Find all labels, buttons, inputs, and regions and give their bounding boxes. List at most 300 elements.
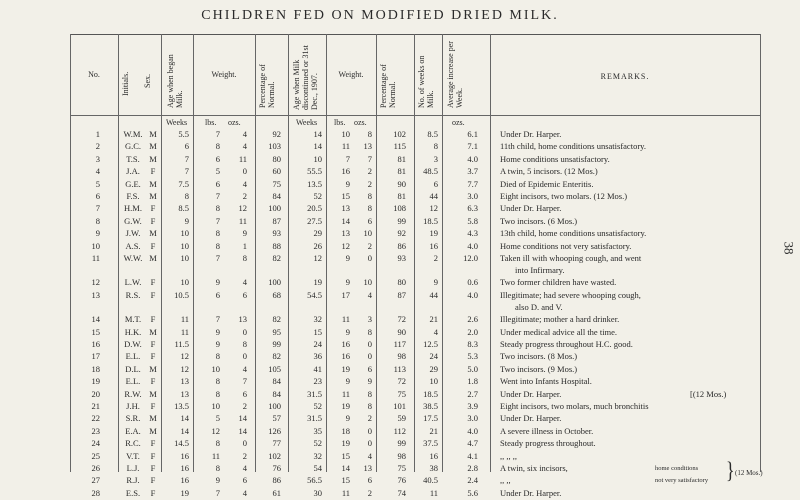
cell-oz2: 8 (367, 191, 372, 201)
cell-wk: 12 (429, 203, 438, 214)
header-avg-increase: Average increase per Week. (446, 41, 464, 108)
cell-lb1: 8 (215, 376, 220, 387)
cell-ini: D.W. (124, 339, 142, 349)
cell-p2: 90 (397, 326, 406, 337)
cell-wk: 16 (429, 240, 438, 251)
cell-ini: G.C. (124, 141, 142, 152)
cell-lb2: 9 (345, 178, 350, 189)
cell-inc: 4.0 (467, 153, 478, 164)
cell-age: 14.5 (174, 438, 189, 449)
cell-age2: 55.5 (307, 166, 322, 177)
cell-sex: F (150, 203, 156, 214)
cell-age2: 14 (313, 129, 322, 139)
cell-p2: 72 (397, 376, 406, 387)
cell-inc: 5.8 (467, 215, 478, 226)
cell-oz1: 4 (242, 487, 247, 498)
cell-oz1: 0 (242, 166, 247, 177)
cell-p2: 113 (393, 363, 406, 374)
table-row (0, 351, 800, 363)
cell-p2: 117 (393, 339, 406, 349)
cell-p1: 84 (272, 376, 281, 387)
cell-lb2: 19 (341, 401, 350, 411)
cell-oz2: 0 (367, 438, 372, 449)
cell-lb2: 19 (341, 438, 350, 449)
cell-remarks: Under Dr. Harper. (500, 203, 562, 214)
unit-ozs: ozs. (228, 118, 241, 127)
cell-age2: 35 (313, 425, 322, 436)
cell-wk: 8.5 (427, 129, 438, 139)
cell-p1: 105 (268, 363, 281, 374)
table-row (0, 327, 800, 339)
cell-no: 18 (91, 363, 100, 374)
cell-lb1: 5 (215, 166, 220, 177)
cell-lb2: 18 (341, 425, 350, 436)
cell-inc: 2.4 (467, 475, 478, 486)
cell-lb1: 10 (211, 363, 220, 374)
cell-lb1: 8 (215, 228, 220, 239)
cell-ini: V.T. (126, 450, 140, 461)
table-row (0, 203, 800, 215)
cell-oz1: 11 (238, 153, 247, 164)
unit-ozs: ozs. (452, 118, 465, 127)
cell-remarks: Two incisors. (8 Mos.) (500, 351, 578, 362)
cell-age: 14 (180, 425, 189, 436)
cell-oz2: 2 (367, 487, 372, 498)
cell-age: 10 (180, 228, 189, 239)
cell-p1: 100 (268, 401, 281, 411)
cell-remarks: Died of Epidemic Enteritis. (500, 178, 594, 189)
cell-oz2: 13 (363, 463, 372, 473)
cell-p2: 87 (397, 289, 406, 300)
cell-p2: 72 (397, 314, 406, 325)
table-row (0, 451, 800, 463)
cell-age2: 24 (313, 339, 322, 349)
table-row (0, 314, 800, 326)
cell-oz2: 0 (367, 339, 372, 349)
cell-no: 6 (95, 191, 100, 201)
cell-inc: 7.1 (467, 141, 478, 152)
cell-age2: 32 (313, 314, 322, 325)
cell-no: 13 (91, 289, 100, 300)
cell-sex: F (150, 475, 156, 486)
cell-lb1: 6 (215, 289, 220, 300)
cell-no: 16 (91, 339, 100, 349)
cell-inc: 3.9 (467, 401, 478, 411)
cell-p2: 59 (397, 413, 406, 424)
cell-oz2: 2 (367, 413, 372, 424)
header-age-began: Age when began Milk. (166, 54, 184, 108)
cell-inc: 7.7 (467, 178, 478, 189)
cell-p1: 95 (272, 326, 281, 337)
cell-oz1: 4 (242, 363, 247, 374)
cell-oz2: 8 (367, 129, 372, 139)
cell-age: 13 (180, 388, 189, 399)
cell-oz2: 7 (367, 153, 372, 164)
cell-lb2: 13 (341, 228, 350, 239)
cell-inc: 3.0 (467, 413, 478, 424)
cell-inc: 2.0 (467, 326, 478, 337)
cell-age2: 56.5 (307, 475, 322, 486)
cell-p2: 80 (397, 277, 406, 288)
cell-age: 8.5 (178, 203, 189, 214)
table-row (0, 488, 800, 500)
cell-age2: 41 (313, 363, 322, 374)
cell-lb1: 8 (215, 463, 220, 473)
cell-lb1: 11 (211, 450, 220, 461)
table-row (0, 376, 800, 388)
cell-lb2: 15 (341, 475, 350, 486)
cell-remarks-right: [(12 Mos.) (690, 388, 727, 399)
cell-p1: 88 (272, 240, 281, 251)
cell-p1: 84 (272, 388, 281, 399)
cell-age2: 52 (313, 191, 322, 201)
cell-remarks: Two incisors. (9 Mos.) (500, 363, 578, 374)
cell-age2: 13.5 (307, 178, 322, 189)
table-row (0, 401, 800, 413)
cell-p1: 86 (272, 475, 281, 486)
cell-p1: 100 (268, 277, 281, 288)
cell-sex: M (149, 326, 157, 337)
cell-age: 9 (184, 215, 189, 226)
table-row (0, 179, 800, 191)
cell-sex: F (150, 401, 156, 411)
cell-wk: 11 (429, 487, 438, 498)
cell-p2: 115 (393, 141, 406, 152)
cell-age2: 14 (313, 141, 322, 152)
table-row (0, 166, 800, 178)
cell-lb1: 5 (215, 413, 220, 424)
cell-p1: 82 (272, 314, 281, 325)
table-title: CHILDREN FED ON MODIFIED DRIED MILK. (201, 8, 559, 23)
cell-ini: F.S. (126, 191, 140, 201)
cell-sex: F (150, 339, 156, 349)
cell-remarks: 13th child, home conditions unsatisfactory. (500, 228, 647, 239)
cell-sex: M (149, 425, 157, 436)
unit-weeks: Weeks (296, 118, 318, 127)
cell-wk: 6 (433, 178, 438, 189)
cell-p1: 80 (272, 153, 281, 164)
cell-p2: 76 (397, 475, 406, 486)
cell-p2: 75 (397, 463, 406, 473)
cell-inc: 3.7 (467, 166, 478, 177)
cell-age: 10 (180, 253, 189, 263)
cell-oz1: 4 (242, 141, 247, 152)
cell-remarks: Under Dr. Harper. (500, 129, 562, 139)
cell-ini: E.L. (125, 376, 141, 387)
cell-no: 26 (91, 463, 100, 473)
cell-no: 1 (95, 129, 100, 139)
cell-remarks: Home conditions not very satisfactory. (500, 240, 632, 251)
cell-age2: 26 (313, 240, 322, 251)
cell-ini: J.A. (126, 166, 140, 177)
cell-inc: 2.8 (467, 463, 478, 473)
cell-age2: 36 (313, 351, 322, 362)
cell-lb2: 9 (345, 413, 350, 424)
cell-no: 24 (91, 438, 100, 449)
cell-no: 2 (95, 141, 100, 152)
cell-ini: H.K. (124, 326, 142, 337)
cell-sex: M (149, 388, 157, 399)
cell-oz1: 0 (242, 326, 247, 337)
cell-lb2: 15 (341, 191, 350, 201)
cell-p1: 84 (272, 191, 281, 201)
cell-sex: M (149, 141, 157, 152)
table-row (0, 253, 800, 275)
cell-lb2: 11 (341, 487, 350, 498)
cell-p2: 92 (397, 228, 406, 239)
table-row (0, 216, 800, 228)
table-row (0, 141, 800, 153)
cell-ini: G.W. (124, 215, 142, 226)
cell-age2: 23 (313, 376, 322, 387)
cell-lb2: 10 (341, 129, 350, 139)
cell-oz1: 9 (242, 228, 247, 239)
cell-lb1: 12 (211, 425, 220, 436)
cell-lb1: 9 (215, 326, 220, 337)
cell-p2: 99 (397, 215, 406, 226)
cell-lb1: 8 (215, 388, 220, 399)
cell-inc: 5.3 (467, 351, 478, 362)
cell-oz2: 3 (367, 314, 372, 325)
cell-remarks: Steady progress throughout. (500, 438, 596, 449)
header-weeks-on-milk: No. of weeks on Milk. (417, 55, 435, 108)
cell-lb2: 19 (341, 363, 350, 374)
cell-lb2: 17 (341, 289, 350, 300)
cell-oz1: 14 (238, 413, 247, 424)
cell-oz2: 4 (367, 450, 372, 461)
cell-wk: 18.5 (423, 388, 438, 399)
cell-age: 13.5 (174, 401, 189, 411)
header-sex: Sex. (143, 74, 152, 88)
cell-no: 11 (91, 253, 100, 263)
cell-oz1: 2 (242, 450, 247, 461)
cell-age2: 31.5 (307, 388, 322, 399)
cell-wk: 24 (429, 351, 438, 362)
cell-lb1: 8 (215, 438, 220, 449)
cell-ini: J.W. (125, 228, 141, 239)
cell-no: 17 (91, 351, 100, 362)
cell-oz1: 1 (242, 240, 247, 251)
cell-ini: D.L. (125, 363, 141, 374)
cell-oz1: 8 (242, 253, 247, 263)
unit-lbs: lbs. (334, 118, 346, 127)
cell-wk: 12.5 (423, 339, 438, 349)
cell-age: 10.5 (174, 289, 189, 300)
cell-p2: 102 (393, 129, 406, 139)
cell-sex: F (150, 487, 156, 498)
cell-inc: 4.1 (467, 450, 478, 461)
cell-sex: F (150, 376, 156, 387)
cell-age: 19 (180, 487, 189, 498)
cell-age2: 54 (313, 463, 322, 473)
cell-p2: 98 (397, 351, 406, 362)
cell-remarks-continued: also D. and V. (515, 301, 563, 312)
brace-note: (12 Mos.) (735, 469, 763, 477)
cell-oz1: 2 (242, 401, 247, 411)
cell-ini: R.W. (124, 388, 142, 399)
cell-no: 25 (91, 450, 100, 461)
cell-remarks-note: home conditions (655, 465, 699, 472)
cell-age: 7 (184, 153, 189, 164)
cell-sex: F (150, 166, 156, 177)
cell-inc: 4.0 (467, 240, 478, 251)
cell-oz2: 13 (363, 141, 372, 152)
table-row (0, 289, 800, 312)
cell-sex: M (149, 413, 157, 424)
cell-lb2: 11 (341, 141, 350, 152)
cell-no: 19 (91, 376, 100, 387)
cell-oz2: 10 (363, 228, 372, 239)
table-row (0, 339, 800, 351)
cell-inc: 3.0 (467, 191, 478, 201)
table-row (0, 228, 800, 240)
cell-age: 16 (180, 450, 189, 461)
cell-oz2: 2 (367, 178, 372, 189)
cell-lb2: 15 (341, 450, 350, 461)
cell-age2: 27.5 (307, 215, 322, 226)
cell-inc: 2.6 (467, 314, 478, 325)
table-row (0, 475, 800, 487)
cell-sex: F (150, 277, 156, 288)
cell-p1: 76 (272, 463, 281, 473)
unit-lbs: lbs. (205, 118, 217, 127)
cell-ini: E.L. (125, 351, 141, 362)
cell-oz2: 0 (367, 351, 372, 362)
cell-lb2: 16 (341, 351, 350, 362)
cell-no: 5 (95, 178, 100, 189)
cell-lb1: 7 (215, 314, 220, 325)
cell-p1: 82 (272, 253, 281, 263)
cell-wk: 38.5 (423, 401, 438, 411)
cell-sex: M (149, 153, 157, 164)
cell-lb1: 8 (215, 141, 220, 152)
cell-oz2: 0 (367, 425, 372, 436)
cell-oz1: 6 (242, 475, 247, 486)
cell-age2: 52 (313, 401, 322, 411)
cell-ini: R.C. (125, 438, 141, 449)
cell-p2: 86 (397, 240, 406, 251)
cell-inc: 2.7 (467, 388, 478, 399)
cell-oz1: 6 (242, 388, 247, 399)
table-row (0, 438, 800, 450)
cell-age2: 54.5 (307, 289, 322, 300)
cell-lb1: 6 (215, 178, 220, 189)
cell-oz1: 6 (242, 289, 247, 300)
cell-sex: F (150, 289, 156, 300)
cell-remarks: ,, ,, (500, 475, 511, 486)
cell-wk: 10 (429, 376, 438, 387)
cell-inc: 1.8 (467, 376, 478, 387)
cell-p2: 93 (397, 253, 406, 263)
cell-remarks: A twin, 5 incisors. (12 Mos.) (500, 166, 598, 177)
cell-age: 12 (180, 351, 189, 362)
cell-oz1: 0 (242, 438, 247, 449)
cell-p2: 112 (393, 425, 406, 436)
cell-sex: F (150, 463, 156, 473)
cell-sex: F (150, 351, 156, 362)
cell-wk: 9 (433, 277, 438, 288)
cell-age2: 19 (313, 277, 322, 288)
unit-ozs: ozs. (354, 118, 367, 127)
cell-sex: M (149, 363, 157, 374)
header-weight-1: Weight. (211, 70, 237, 79)
cell-p2: 108 (393, 203, 406, 214)
cell-oz2: 9 (367, 376, 372, 387)
cell-p1: 100 (268, 203, 281, 214)
table-row (0, 364, 800, 376)
cell-oz1: 11 (238, 215, 247, 226)
cell-p1: 60 (272, 166, 281, 177)
cell-inc: 5.6 (467, 487, 478, 498)
cell-remarks: Under Dr. Harper. (500, 487, 562, 498)
cell-lb2: 14 (341, 215, 350, 226)
cell-age2: 20.5 (307, 203, 322, 214)
cell-wk: 16 (429, 450, 438, 461)
cell-wk: 40.5 (423, 475, 438, 486)
cell-age2: 30 (313, 487, 322, 498)
cell-remarks: Illegitimate; had severe whooping cough, (500, 289, 641, 300)
cell-ini: W.W. (123, 253, 143, 263)
unit-weeks: Weeks (166, 118, 188, 127)
cell-p2: 98 (397, 450, 406, 461)
cell-inc: 12.0 (463, 253, 478, 263)
cell-oz1: 14 (238, 425, 247, 436)
cell-oz2: 6 (367, 215, 372, 226)
cell-ini: W.M. (123, 129, 143, 139)
cell-oz2: 4 (367, 289, 372, 300)
cell-lb2: 12 (341, 240, 350, 251)
header-initials: Initials. (121, 71, 130, 96)
cell-no: 23 (91, 425, 100, 436)
cell-lb2: 13 (341, 203, 350, 214)
cell-wk: 37.5 (423, 438, 438, 449)
cell-lb1: 8 (215, 351, 220, 362)
cell-sex: M (149, 178, 157, 189)
cell-lb1: 9 (215, 277, 220, 288)
cell-no: 14 (91, 314, 100, 325)
cell-remarks: Illegitimate; mother a hard drinker. (500, 314, 620, 325)
cell-inc: 8.3 (467, 339, 478, 349)
cell-lb1: 7 (215, 129, 220, 139)
cell-no: 9 (95, 228, 100, 239)
cell-oz2: 0 (367, 253, 372, 263)
cell-oz2: 2 (367, 240, 372, 251)
cell-sex: M (149, 228, 157, 239)
cell-lb2: 9 (345, 253, 350, 263)
cell-sex: F (150, 450, 156, 461)
cell-oz2: 6 (367, 363, 372, 374)
cell-no: 22 (91, 413, 100, 424)
header-no: No. (88, 70, 100, 79)
cell-oz2: 2 (367, 166, 372, 177)
cell-remarks: Home conditions unsatisfactory. (500, 153, 610, 164)
cell-inc: 5.0 (467, 363, 478, 374)
cell-wk: 4 (433, 326, 438, 337)
header-divider (70, 115, 760, 116)
cell-p1: 102 (268, 450, 281, 461)
cell-inc: 4.0 (467, 289, 478, 300)
cell-remarks: A twin, six incisors, (500, 463, 568, 473)
cell-remarks: Under Dr. Harper. (500, 388, 562, 399)
cell-p1: 82 (272, 351, 281, 362)
cell-oz1: 0 (242, 351, 247, 362)
cell-lb1: 7 (215, 215, 220, 226)
header-age-discontinued: Age when Milk discontinued or 31st Dec., 1907. (292, 45, 319, 110)
cell-ini: M.T. (124, 314, 142, 325)
cell-ini: R.J. (126, 475, 140, 486)
cell-p2: 75 (397, 388, 406, 399)
cell-age: 12 (180, 363, 189, 374)
